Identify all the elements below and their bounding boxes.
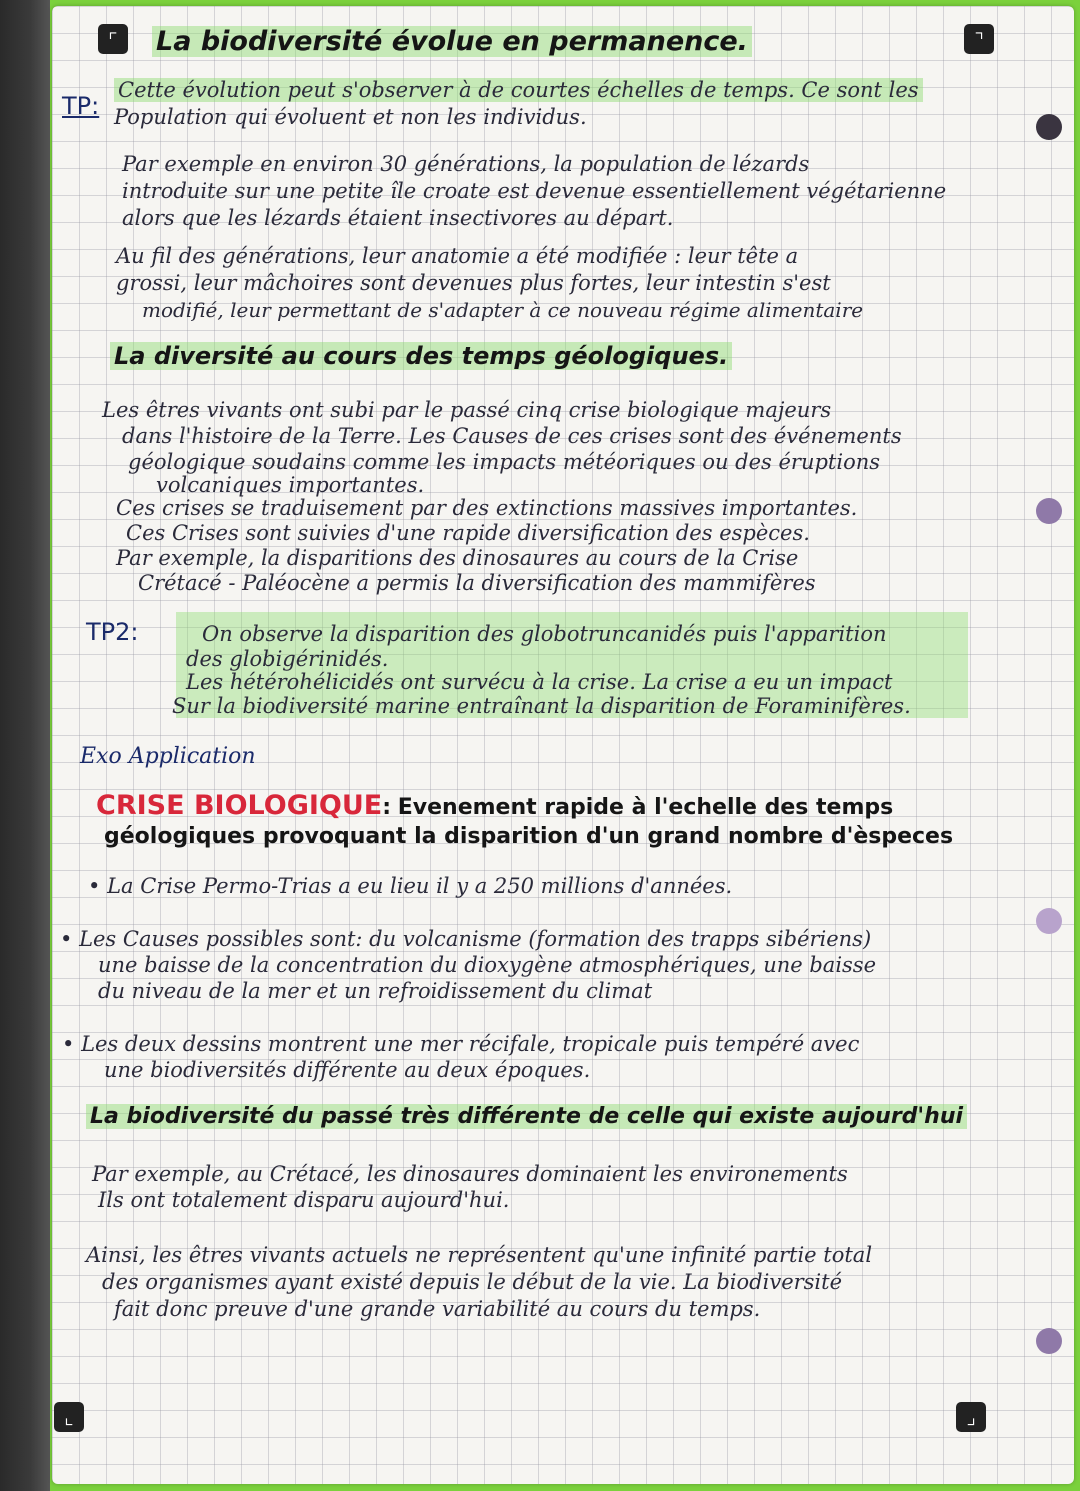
notebook-page — [52, 6, 1074, 1484]
bullet-item: • Les deux dessins montrent une mer récifale, tropicale puis tempéré avec — [62, 1032, 860, 1056]
bullet-continuation: du niveau de la mer et un refroidissement du climat — [98, 979, 653, 1003]
corner-bracket-icon: ⌟ — [956, 1402, 986, 1432]
example-line-2: introduite sur une petite île croate est devenue essentiellement végétarienne — [122, 179, 947, 203]
binder-edge — [0, 0, 50, 1491]
binder-hole — [1036, 114, 1062, 140]
crises-line-5: Ces crises se traduisement par des extinctions massives importantes. — [116, 496, 858, 520]
tp1-line-1: Cette évolution peut s'observer à de courtes échelles de temps. Ce sont les — [114, 78, 923, 102]
section-heading-geological: La diversité au cours des temps géologiques. — [110, 342, 732, 370]
example-line-1: Par exemple en environ 30 générations, la population de lézards — [122, 152, 810, 176]
definition-term: CRISE BIOLOGIQUE — [96, 790, 383, 821]
corner-bracket-icon: ⌜ — [98, 24, 128, 54]
crises-line-4: volcaniques importantes. — [156, 473, 425, 497]
crises-line-3: géologique soudains comme les impacts météoriques ou des éruptions — [128, 450, 881, 474]
past-line-1: Par exemple, au Crétacé, les dinosaures dominaient les environements — [92, 1162, 848, 1186]
crises-line-6: Ces Crises sont suivies d'une rapide diversification des espèces. — [126, 521, 810, 545]
tp2-label: TP2: — [86, 618, 139, 646]
past-line-2: Ils ont totalement disparu aujourd'hui. — [98, 1188, 510, 1212]
conclusion-line-2: des organismes ayant existé depuis le début de la vie. La biodiversité — [102, 1270, 843, 1294]
tp2-line-1: On observe la disparition des globotruncanidés puis l'apparition — [202, 622, 887, 646]
crise-definition-line-2: géologiques provoquant la disparition d'un grand nombre d'èspeces — [104, 824, 954, 849]
conclusion-line-1: Ainsi, les êtres vivants actuels ne représentent qu'une infinité partie total — [86, 1243, 873, 1267]
bullet-continuation: une biodiversités différente au deux époques. — [104, 1058, 591, 1082]
example-line-3: alors que les lézards étaient insectivores au départ. — [122, 206, 674, 230]
anatomy-line-2: grossi, leur mâchoires sont devenues plus fortes, leur intestin s'est — [116, 271, 831, 295]
crises-line-7: Par exemple, la disparitions des dinosaures au cours de la Crise — [116, 546, 799, 570]
crise-definition-line-1: CRISE BIOLOGIQUE: Evenement rapide à l'echelle des temps — [96, 790, 894, 821]
tp1-line-2: Population qui évoluent et non les individus. — [114, 105, 587, 129]
definition-text: Evenement rapide à l'echelle des temps — [397, 795, 894, 820]
tp2-line-3: Les hétérohélicidés ont survécu à la crise. La crise a eu un impact — [186, 670, 893, 694]
tp2-line-2: des globigérinidés. — [186, 647, 389, 671]
anatomy-line-3: modifié, leur permettant de s'adapter à ce nouveau régime alimentaire — [142, 298, 864, 322]
corner-bracket-icon: ⌞ — [54, 1402, 84, 1432]
binder-hole — [1036, 908, 1062, 934]
crises-line-2: dans l'histoire de la Terre. Les Causes de ces crises sont des événements — [122, 424, 902, 448]
page-title: La biodiversité évolue en permanence. — [152, 26, 752, 57]
conclusion-line-3: fait donc preuve d'une grande variabilité au cours du temps. — [114, 1297, 761, 1321]
bullet-continuation: une baisse de la concentration du dioxygène atmosphériques, une baisse — [98, 953, 877, 977]
bullet-item: • La Crise Permo-Trias a eu lieu il y a 250 millions d'années. — [88, 874, 733, 898]
binder-hole — [1036, 1328, 1062, 1354]
exo-heading: Exo Application — [80, 744, 256, 769]
tp2-line-4: Sur la biodiversité marine entraînant la disparition de Foraminifères. — [172, 694, 911, 718]
corner-bracket-icon: ⌝ — [964, 24, 994, 54]
section-heading-past: La biodiversité du passé très différente de celle qui existe aujourd'hui — [86, 1104, 967, 1129]
crises-line-1: Les êtres vivants ont subi par le passé cinq crise biologique majeurs — [102, 398, 832, 422]
anatomy-line-1: Au fil des générations, leur anatomie a été modifiée : leur tête a — [116, 244, 799, 268]
binder-hole — [1036, 498, 1062, 524]
tp1-label: TP: — [62, 92, 100, 120]
bullet-item: • Les Causes possibles sont: du volcanisme (formation des trapps sibériens) — [60, 927, 872, 951]
crises-line-8: Crétacé - Paléocène a permis la diversification des mammifères — [138, 571, 816, 595]
